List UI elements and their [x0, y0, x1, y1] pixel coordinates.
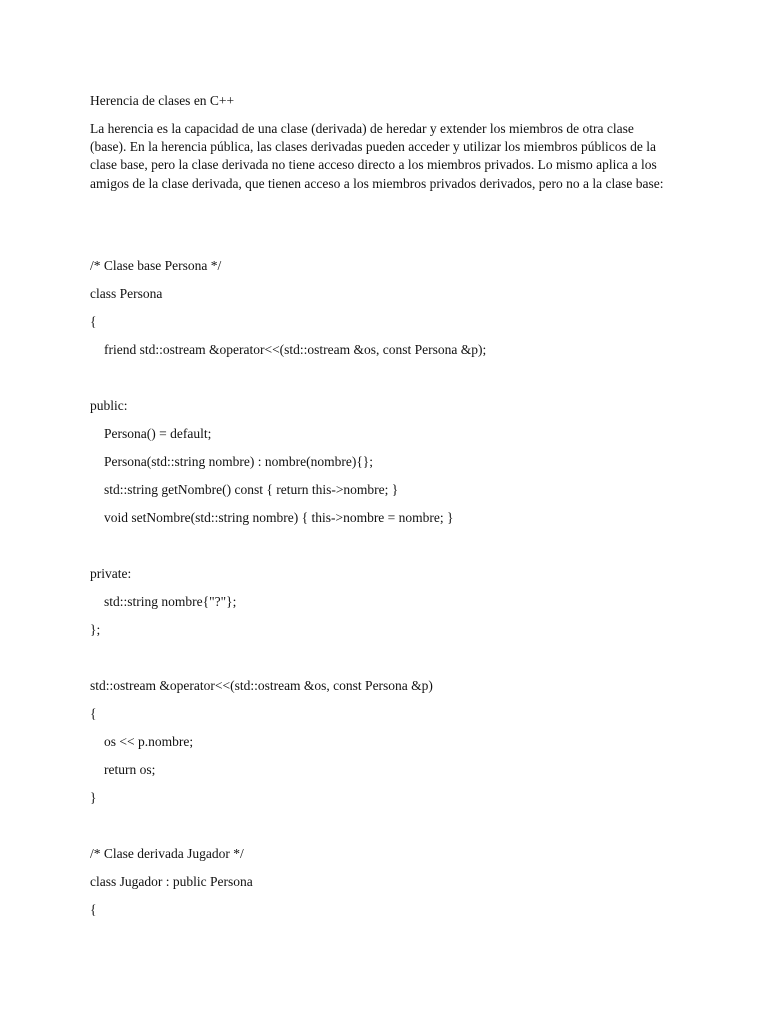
code-line: /* Clase derivada Jugador */ — [90, 846, 244, 861]
intro-line: amigos de la clase derivada, que tienen acceso a los miembros privados derivados, pero no a la clase base: — [90, 175, 664, 191]
code-line: class Persona — [90, 286, 163, 301]
code-line: std::string getNombre() const { return this->nombre; } — [104, 482, 399, 497]
code-line: { — [90, 902, 97, 917]
code-line: private: — [90, 566, 132, 581]
intro-paragraph — [90, 120, 690, 193]
intro-line: clase base, pero la clase derivada no tiene acceso directo a los miembros privados. Lo mismo aplica a los — [90, 157, 657, 173]
code-blank-line — [90, 817, 730, 845]
code-line: friend std::ostream &operator<<(std::ostream &os, const Persona &p); — [104, 342, 487, 357]
code-line: Persona(std::string nombre) : nombre(nombre){}; — [104, 454, 374, 469]
code-listing — [90, 257, 730, 929]
code-line: std::string nombre{"?"}; — [104, 594, 237, 609]
code-line: public: — [90, 398, 128, 413]
code-line: return os; — [104, 762, 156, 777]
code-line: void setNombre(std::string nombre) { this->nombre = nombre; } — [104, 510, 454, 525]
code-blank-line — [90, 537, 730, 565]
code-line: { — [90, 314, 97, 329]
code-line: } — [90, 790, 97, 805]
intro-line: (base). En la herencia pública, las clases derivadas pueden acceder y utilizar los miembros públicos de la — [90, 139, 657, 155]
code-blank-line — [90, 649, 730, 677]
code-line: /* Clase base Persona */ — [90, 258, 222, 273]
intro-line: La herencia es la capacidad de una clase (derivada) de heredar y extender los miembros de otra clase — [90, 121, 634, 136]
document-title: Herencia de clases en C++ — [90, 93, 235, 108]
code-line: { — [90, 706, 97, 721]
code-line: os << p.nombre; — [104, 734, 194, 749]
code-blank-line — [90, 369, 730, 397]
code-line: }; — [90, 622, 101, 637]
code-line: std::ostream &operator<<(std::ostream &os, const Persona &p) — [90, 678, 433, 693]
code-line: class Jugador : public Persona — [90, 874, 253, 889]
code-line: Persona() = default; — [104, 426, 212, 441]
